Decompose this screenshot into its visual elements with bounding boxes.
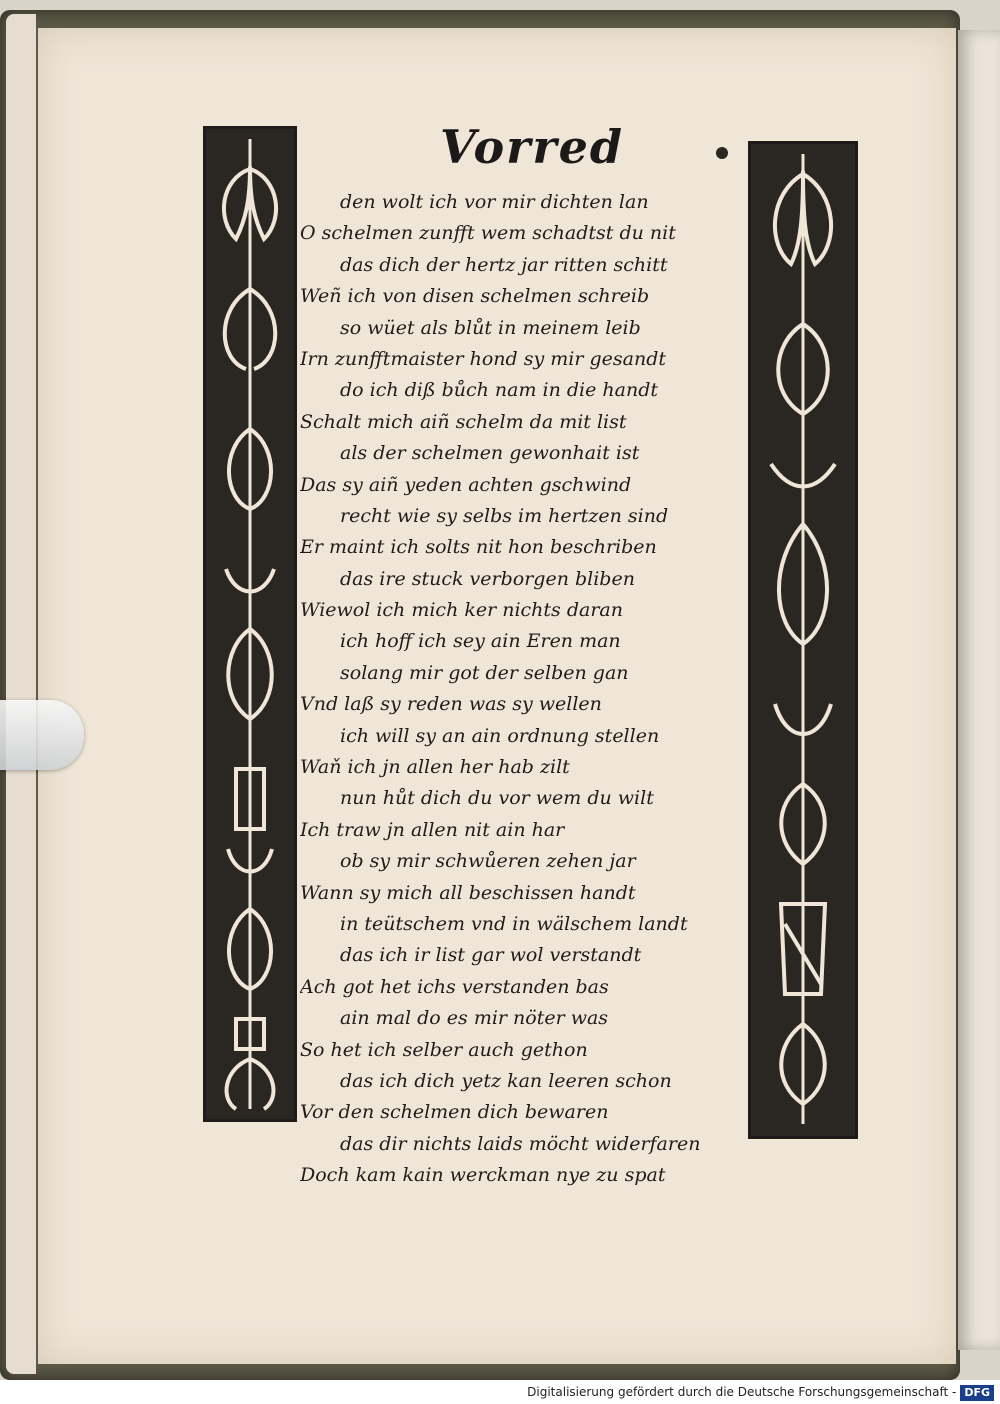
verse-line: das ich ir list gar wol verstandt	[340, 944, 642, 967]
verse-line: das dir nichts laids möcht widerfaren	[340, 1132, 701, 1155]
ornamental-border-right	[748, 141, 858, 1139]
verse-line: ich will sy an ain ordnung stellen	[340, 724, 660, 747]
verse-line: ich hoff ich sey ain Eren man	[340, 630, 621, 653]
verse-line: O schelmen zunfft wem schadtst du nit	[300, 222, 676, 245]
verse-line: Vnd laß sy reden was sy wellen	[300, 693, 602, 716]
verse-line: in teütschem vnd in wälschem landt	[340, 912, 688, 935]
dfg-logo: DFG	[960, 1385, 994, 1401]
verse-line: nun hůt dich du vor wem du wilt	[340, 787, 654, 810]
verse-line: als der schelmen gewonhait ist	[340, 442, 640, 465]
verse-line: Vor den schelmen dich bewaren	[300, 1101, 609, 1124]
verse-line: Das sy aiñ yeden achten gschwind	[300, 473, 632, 496]
verse-line: Weñ ich von disen schelmen schreib	[300, 285, 650, 308]
verse-line: Waň ich jn allen her hab zilt	[300, 756, 570, 779]
facing-page-edge	[958, 30, 1000, 1350]
verse-line: das ire stuck verborgen bliben	[340, 567, 635, 590]
verse-line: Doch kam kain werckman nye zu spat	[300, 1164, 666, 1187]
verse-line: ain mal do es mir nöter was	[340, 1007, 609, 1030]
verse-line: Ich traw jn allen nit ain har	[300, 818, 565, 841]
verse-line: das ich dich yetz kan leeren schon	[340, 1069, 672, 1092]
verse-text	[300, 187, 740, 1192]
verse-line: Irn zunfftmaister hond sy mir gesandt	[300, 347, 666, 370]
verse-line: solang mir got der selben gan	[340, 661, 629, 684]
ink-dot	[716, 147, 728, 159]
verse-line: den wolt ich vor mir dichten lan	[340, 191, 649, 213]
verse-line: do ich diß bůch nam in die handt	[340, 379, 659, 402]
floral-ornament-icon	[751, 144, 855, 1136]
verse-line: Schalt mich aiñ schelm da mit list	[300, 410, 627, 433]
footer-credit: Digitalisierung gefördert durch die Deutsche Forschungsgemeinschaft -	[527, 1385, 957, 1399]
verse-line: das dich der hertz jar ritten schitt	[340, 253, 668, 276]
floral-ornament-icon	[206, 129, 294, 1119]
verse-line: Wann sy mich all beschissen handt	[300, 881, 636, 904]
page-clip	[0, 700, 84, 770]
footer-bar	[0, 1380, 1000, 1404]
verse-line: Wiewol ich mich ker nichts daran	[300, 599, 623, 622]
page-heading: Vorred	[440, 120, 625, 174]
verse-line: Ach got het ichs verstanden bas	[300, 975, 609, 998]
verse-line: ob sy mir schwůeren zehen jar	[340, 850, 636, 873]
ornamental-border-left	[203, 126, 297, 1122]
verse-line: Er maint ich solts nit hon beschriben	[300, 536, 657, 559]
verse-line: recht wie sy selbs im hertzen sind	[340, 504, 669, 527]
verse-line: so wüet als blůt in meinem leib	[340, 316, 641, 339]
verse-line: So het ich selber auch gethon	[300, 1038, 588, 1061]
cover-edge	[6, 14, 36, 1374]
